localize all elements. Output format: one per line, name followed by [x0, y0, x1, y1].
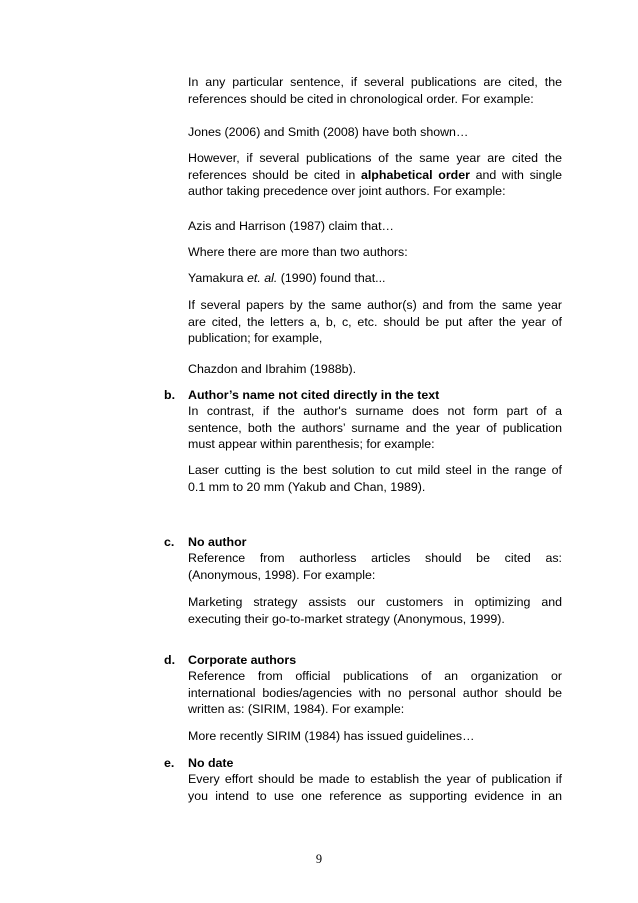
text-line: (Anonymous, 1998). For example: [188, 567, 376, 582]
section-letter: e. [164, 756, 175, 770]
text-line: Reference from authorless articles should be cited as: [188, 551, 562, 565]
section-letter: b. [164, 388, 176, 402]
text-line: executing their go-to-market strategy (Anonymous, 1999). [188, 611, 505, 626]
text-line: references should be cited in chronological order. For example: [188, 91, 534, 106]
section-c-body [188, 550, 562, 583]
text-line: must appear within parenthesis; for example: [188, 437, 435, 452]
text-line: sentence, both the authors’ surname and the year of publication [188, 420, 562, 435]
paragraph-chronological [188, 74, 562, 107]
text-run: and with single [469, 167, 562, 182]
text-line: 0.1 mm to 20 mm (Yakub and Chan, 1989). [188, 479, 426, 494]
section-d-body [188, 668, 562, 718]
section-title: Corporate authors [188, 653, 297, 667]
text-line: Reference from official publications of an organization or [188, 669, 562, 683]
text-line [188, 167, 562, 184]
text-line: In any particular sentence, if several publications are cited, the [188, 75, 562, 89]
text-line: you intend to use one reference as supporting evidence in an [188, 788, 562, 803]
bold-term: alphabetical order [360, 167, 470, 182]
text-line: Laser cutting is the best solution to cut mild steel in the range of [188, 463, 562, 477]
text-run: Yamakura [188, 271, 247, 285]
section-d-heading [164, 652, 564, 669]
section-title: No author [188, 535, 247, 549]
section-letter: c. [164, 535, 175, 549]
section-e-heading [164, 755, 564, 772]
text-line: written as: (SIRIM, 1984). For example: [188, 702, 405, 717]
paragraph-more-authors: Where there are more than two authors: [188, 245, 408, 259]
section-title: Author’s name not cited directly in the text [188, 388, 440, 402]
text-line: Every effort should be made to establish the year of publication if [188, 772, 562, 786]
text-line: Marketing strategy assists our customers in optimizing and [188, 595, 562, 609]
text-line: In contrast, if the author's surname does not form part of a [188, 404, 562, 418]
example-azis-harrison: Azis and Harrison (1987) claim that… [188, 219, 394, 233]
text-line: publication; for example, [188, 331, 323, 346]
section-letter: d. [164, 653, 176, 667]
section-c-example [188, 594, 562, 627]
example-jones-smith: Jones (2006) and Smith (2008) have both shown… [188, 125, 469, 139]
page-number: 9 [315, 852, 323, 866]
section-c-heading [164, 534, 564, 551]
text-line: However, if several publications of the same year are cited the [188, 151, 562, 165]
section-b-example [188, 462, 562, 495]
section-b-body [188, 403, 562, 453]
section-d-example [188, 728, 562, 745]
text-run: (1990) found that... [277, 271, 386, 285]
paragraph-alphabetical [188, 150, 562, 200]
italic-term: et. al. [247, 271, 278, 285]
text-line: international bodies/agencies with no personal author should be [188, 685, 562, 700]
text-line: If several papers by the same author(s) and from the same year [188, 298, 562, 312]
text-line: More recently SIRIM (1984) has issued guidelines… [188, 729, 475, 743]
example-chazdon: Chazdon and Ibrahim (1988b). [188, 362, 357, 376]
text-line: author taking precedence over joint authors. For example: [188, 184, 506, 199]
example-yamakura [188, 270, 562, 287]
section-b-heading [164, 387, 564, 404]
text-run: references should be cited in [188, 167, 361, 182]
text-line: are cited, the letters a, b, c, etc. should be put after the year of [188, 314, 562, 329]
section-e-body [188, 771, 562, 804]
section-title: No date [188, 756, 234, 770]
paragraph-same-year [188, 297, 562, 347]
